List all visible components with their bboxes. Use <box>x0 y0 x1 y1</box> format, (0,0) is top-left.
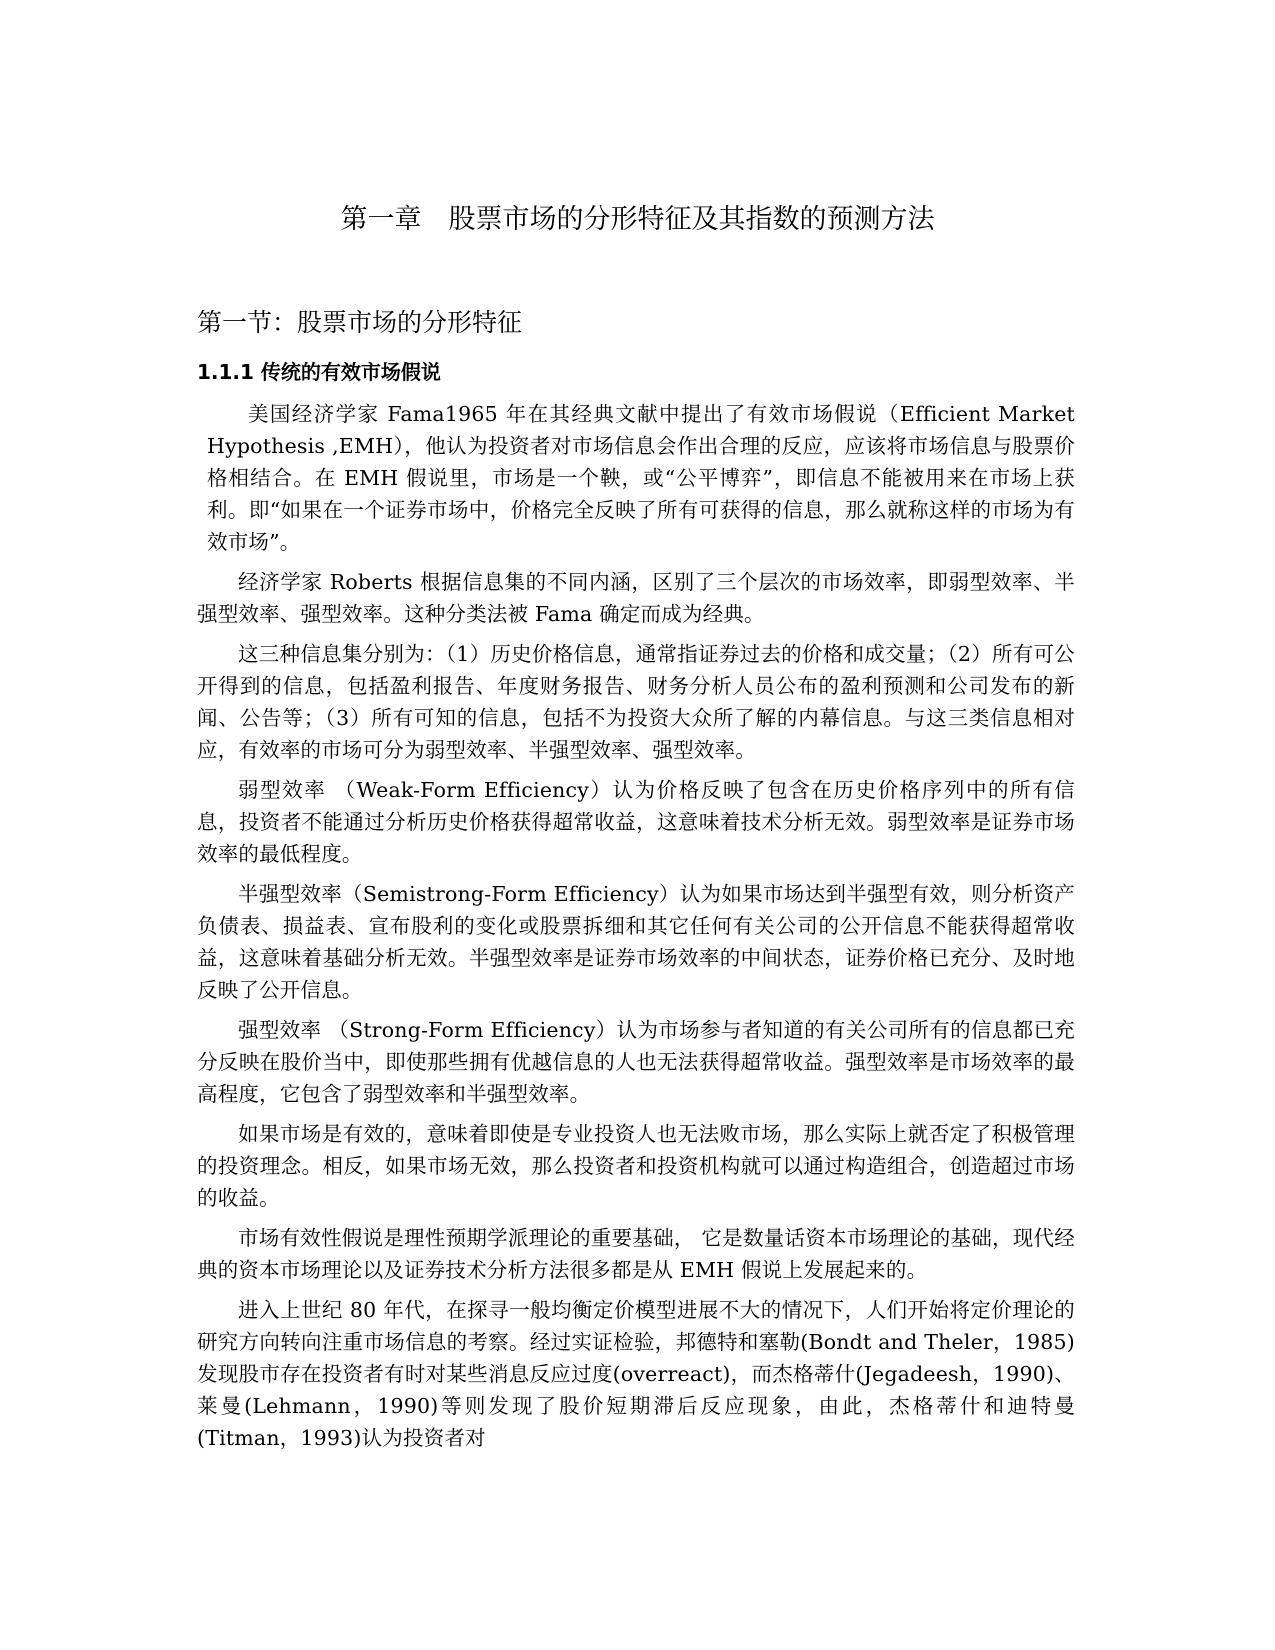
section-title: 第一节：股票市场的分形特征 <box>197 308 523 337</box>
chapter-title: 第一章 股票市场的分形特征及其指数的预测方法 <box>340 204 935 235</box>
paragraph-information-sets: 这三种信息集分别为：（1）历史价格信息，通常指证券过去的价格和成交量；（2）所有可公开得到的信息，包括盈利报告、年度财务报告、财务分析人员公布的盈利预测和公司发布的新闻、公告等；（3）所有可知的信息，包括不为投资大众所了解的内幕信息。与这三类信息相对应，有效率的市场可分为弱型效率、半强型效率、强型效率。 <box>197 642 1075 762</box>
paragraph-1980s-research: 进入上世纪 80 年代，在探寻一般均衡定价模型进展不大的情况下，人们开始将定价理论的研究方向转向注重市场信息的考察。经过实证检验，邦德特和塞勒(Bondt and Theler，1985)发现股市存在投资者有时对某些消息反应过度(overreact)，而杰格蒂什(Jegadeesh，1990)、莱曼(Lehmann，1990)等则发现了股价短期滞后反应现象，由此，杰格蒂什和迪特曼(Titman，1993)认为投资者对 <box>197 1298 1075 1450</box>
paragraph-weak-form: 弱型效率 （Weak-Form Efficiency）认为价格反映了包含在历史价格序列中的所有信息，投资者不能通过分析历史价格获得超常收益，这意味着技术分析无效。弱型效率是证券市场效率的最低程度。 <box>197 778 1075 866</box>
paragraph-foundation: 市场有效性假说是理性预期学派理论的重要基础， 它是数量话资本市场理论的基础，现代经典的资本市场理论以及证券技术分析方法很多都是从 EMH 假说上发展起来的。 <box>197 1226 1075 1282</box>
paragraph-strong-form: 强型效率 （Strong-Form Efficiency）认为市场参与者知道的有关公司所有的信息都已充分反映在股价当中，即使那些拥有优越信息的人也无法获得超常收益。强型效率是市场效率的最高程度，它包含了弱型效率和半强型效率。 <box>197 1018 1075 1106</box>
paragraph-implications: 如果市场是有效的，意味着即使是专业投资人也无法败市场，那么实际上就否定了积极管理的投资理念。相反，如果市场无效，那么投资者和投资机构就可以通过构造组合，创造超过市场的收益。 <box>197 1122 1075 1210</box>
paragraph-emh-intro: 美国经济学家 Fama1965 年在其经典文献中提出了有效市场假说（Efficient Market Hypothesis ,EMH），他认为投资者对市场信息会作出合理的反应，应该将市场信息与股票价格相结合。在 EMH 假说里，市场是一个鞅，或“公平博弈”，即信息不能被用来在市场上获利。即“如果在一个证券市场中，价格完全反映了所有可获得的信息，那么就称这样的市场为有效市场”。 <box>207 402 1075 554</box>
subsection-title: 1.1.1 传统的有效市场假说 <box>197 360 441 384</box>
body-text <box>197 398 1075 1462</box>
paragraph-three-levels: 经济学家 Roberts 根据信息集的不同内涵，区别了三个层次的市场效率，即弱型效率、半强型效率、强型效率。这种分类法被 Fama 确定而成为经典。 <box>197 570 1075 626</box>
paragraph-semistrong-form: 半强型效率（Semistrong-Form Efficiency）认为如果市场达到半强型有效，则分析资产负债表、损益表、宣布股利的变化或股票拆细和其它任何有关公司的公开信息不能获得超常收益，这意味着基础分析无效。半强型效率是证券市场效率的中间状态，证券价格已充分、及时地反映了公开信息。 <box>197 882 1075 1002</box>
